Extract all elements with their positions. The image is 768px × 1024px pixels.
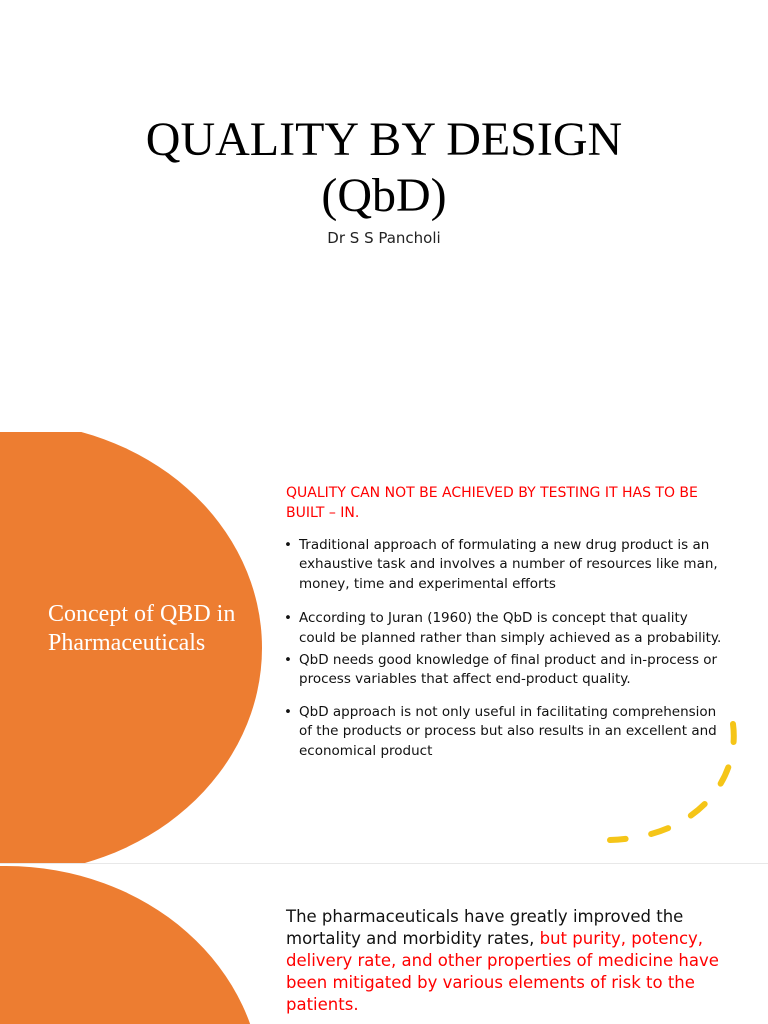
- author-name: Dr S S Pancholi: [327, 229, 441, 247]
- risk-slide: [0, 864, 768, 1024]
- side-title: Concept of QBD in Pharmaceuticals: [48, 601, 236, 656]
- dashed-arc-decoration: [590, 717, 750, 857]
- red-heading: QUALITY CAN NOT BE ACHIEVED BY TESTING IT HAS TO BE BUILT – IN.: [286, 485, 698, 521]
- body-text-red: but purity, potency, delivery rate, and other properties of medicine have been mitigated by various elements of risk to the patients.: [286, 929, 719, 1014]
- title-slide: [0, 0, 768, 432]
- list-item: [284, 609, 724, 648]
- bullet-icon: •: [284, 703, 292, 720]
- bullet-icon: •: [284, 610, 292, 627]
- orange-half-circle: [0, 866, 262, 1024]
- bullet-text: Traditional approach of formulating a new drug product is an exhaustive task and involves a number of resources like man, money, time and experimental efforts: [299, 537, 718, 592]
- title-line-1: QUALITY BY DESIGN: [145, 113, 623, 166]
- body-paragraph: [286, 906, 726, 1016]
- list-item: [284, 536, 724, 594]
- slide-title: [0, 112, 768, 224]
- title-line-2: (QbD): [321, 169, 447, 222]
- bullet-text: QbD needs good knowledge of final product and in-process or process variables that affect end-product quality.: [299, 652, 718, 688]
- list-item: [284, 651, 724, 690]
- body-text-black: The pharmaceuticals have greatly improved the mortality and morbidity rates,: [286, 907, 684, 948]
- bullet-text: According to Juran (1960) the QbD is concept that quality could be planned rather than simply achieved as a probability.: [299, 610, 722, 646]
- bullet-icon: •: [284, 537, 292, 553]
- bullet-icon: •: [284, 652, 292, 669]
- bullet-text: QbD approach is not only useful in facilitating comprehension of the products or process but also results in an excellent and economical product: [299, 703, 717, 759]
- concept-slide: [0, 432, 768, 864]
